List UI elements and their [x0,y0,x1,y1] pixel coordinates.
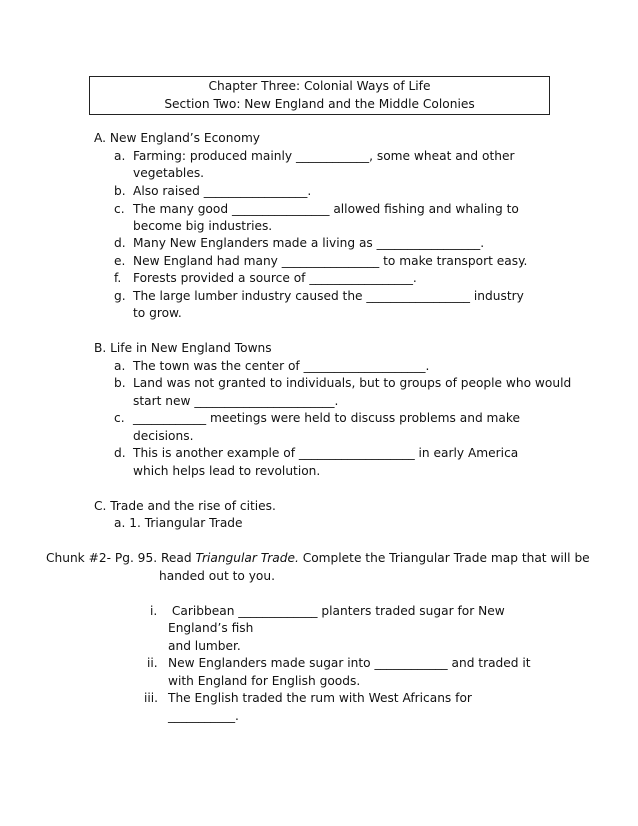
list-item-text: Land was not granted to individuals, but to groups of people who would [133,376,572,390]
list-item-text: to grow. [133,306,182,320]
list-item-text: New England had many ________________ to make transport easy. [133,254,528,268]
list-item-text: start new _______________________. [133,394,339,408]
list-marker: iii. [144,691,159,705]
list-item-text: with England for English goods. [168,674,361,688]
list-item-text: decisions. [133,429,194,443]
list-marker: ii. [147,656,158,670]
list-item-text: which helps lead to revolution. [133,464,321,478]
chunk-prefix: Chunk #2- Pg. 95. Read [46,551,196,565]
list-item-text: The many good ________________ allowed fishing and whaling to [133,202,519,216]
list-item-text: Forests provided a source of _________________. [133,271,417,285]
list-marker: b. [114,376,126,390]
list-item-text: ____________ meetings were held to discuss problems and make [133,411,521,425]
list-item-text: become big industries. [133,219,273,233]
chunk-instruction-line2: handed out to you. [159,569,275,583]
list-marker: a. [114,149,126,163]
list-marker: c. [114,411,125,425]
list-marker: g. [114,289,126,303]
section-b-heading: B. Life in New England Towns [94,341,272,355]
list-item-text: The town was the center of ____________________. [133,359,430,373]
list-marker: c. [114,202,125,216]
title-box [89,76,550,115]
list-item-text: ___________. [168,709,239,723]
list-item-text: This is another example of ___________________ in early America [133,446,519,460]
list-item-text: England’s fish [168,621,254,635]
chunk-suffix: Complete the Triangular Trade map that will be [298,551,590,565]
list-item-text: The English traded the rum with West Africans for [168,691,472,705]
chunk-instruction [46,550,590,568]
list-item-text: Caribbean _____________ planters traded sugar for New [168,604,505,618]
list-item-text: The large lumber industry caused the _________________ industry [133,289,524,303]
chapter-title: Chapter Three: Colonial Ways of Life [208,79,431,93]
list-item-text: vegetables. [133,166,205,180]
list-marker: i. [150,604,158,618]
list-item-text: a. 1. Triangular Trade [114,516,243,530]
chunk-reading-title: Triangular Trade. [195,551,299,565]
section-a-heading: A. New England’s Economy [94,131,261,145]
section-c-heading: C. Trade and the rise of cities. [94,499,276,513]
list-marker: d. [114,446,126,460]
list-marker: e. [114,254,126,268]
list-item-text: Many New Englanders made a living as _________________. [133,236,485,250]
list-marker: f. [114,271,122,285]
section-title: Section Two: New England and the Middle Colonies [164,96,475,111]
list-item-text: and lumber. [168,639,241,653]
list-item-text: Farming: produced mainly ____________, some wheat and other [133,149,515,163]
list-item-text: Also raised _________________. [133,184,312,198]
list-marker: b. [114,184,126,198]
list-item-text: New Englanders made sugar into ____________ and traded it [168,656,531,670]
list-marker: d. [114,236,126,250]
list-marker: a. [114,359,126,373]
